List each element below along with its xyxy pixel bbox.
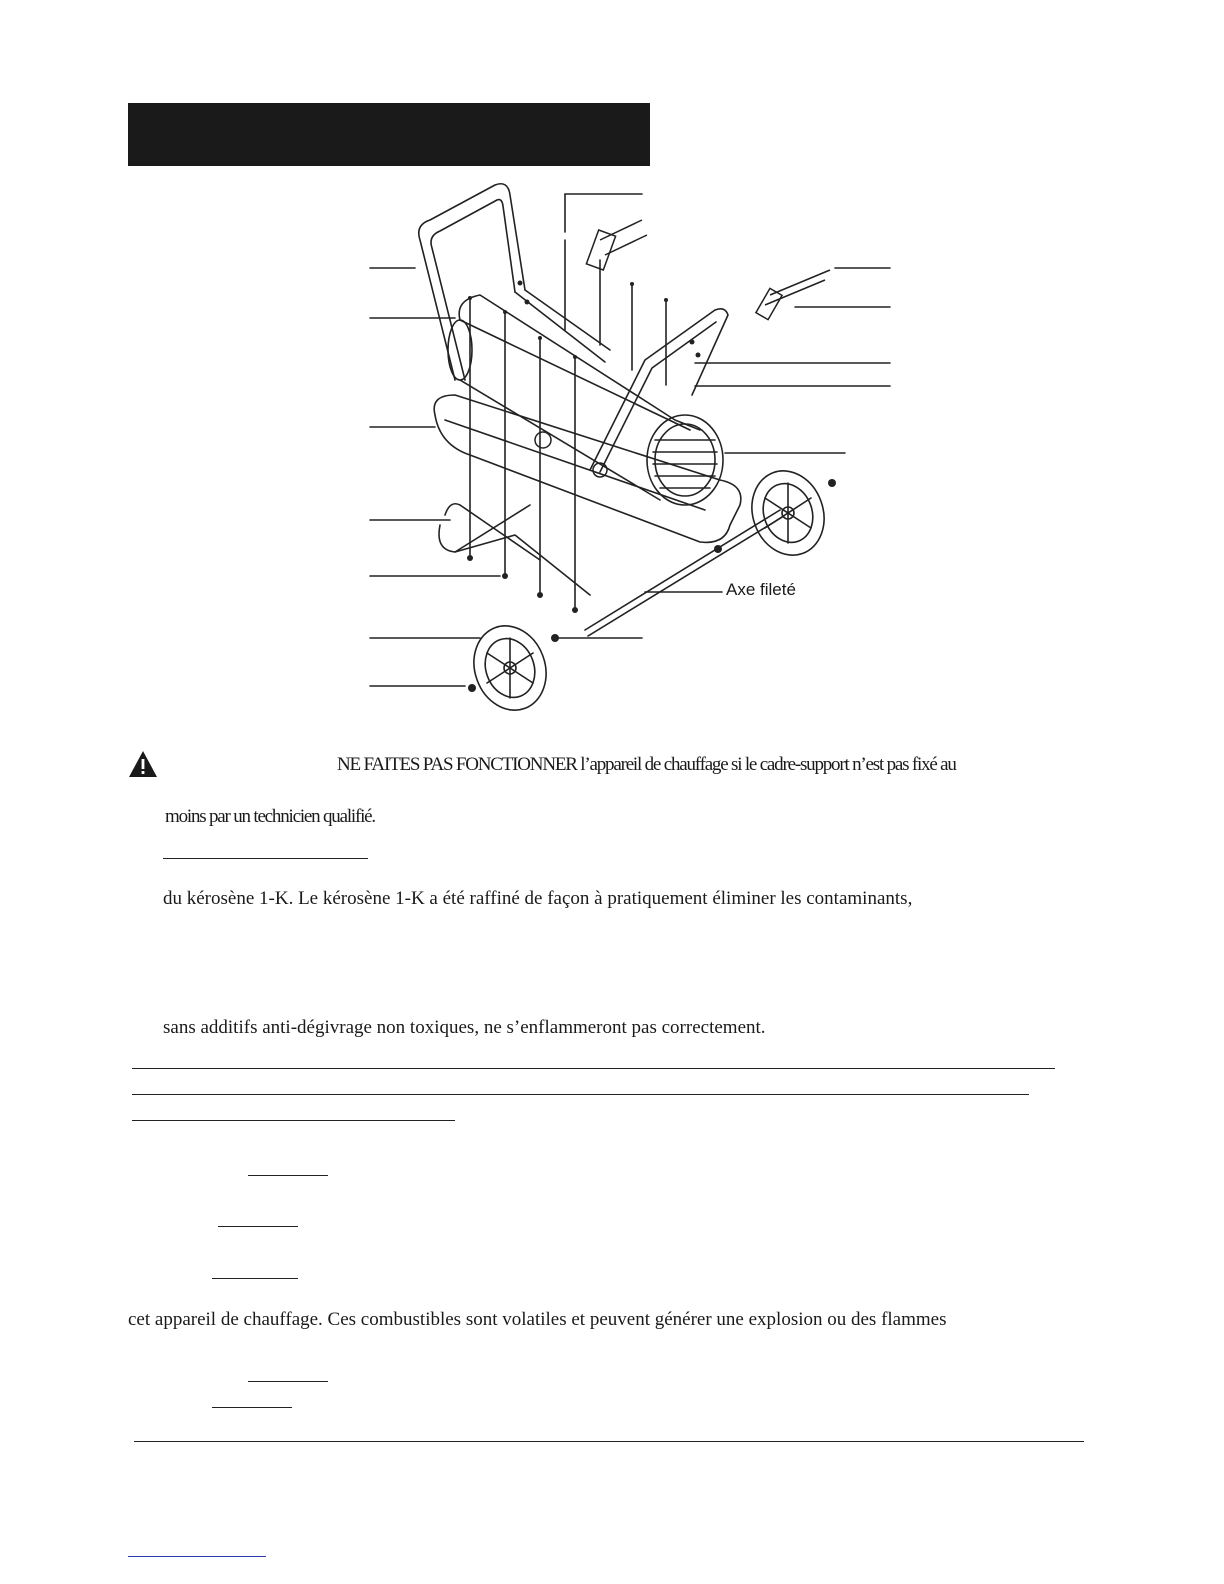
fuel-text-line-2: sans additifs anti-dégivrage non toxiques, ne s’enflammeront pas correctement. — [163, 1017, 766, 1038]
text-rule-2 — [132, 1094, 1029, 1095]
fuel-text-line-1: du kérosène 1-K. Le kérosène 1-K a été raffiné de façon à pratiquement éliminer les contaminants, — [163, 888, 913, 909]
section-underline — [163, 858, 368, 859]
warning-emphasis: NE FAITES PAS FONCTIONNER — [337, 754, 577, 775]
warning-triangle-icon — [128, 750, 158, 778]
short-underline-1 — [248, 1175, 328, 1176]
warning-text: l’appareil de chauffage si le cadre-support n’est pas fixé au — [580, 754, 956, 775]
short-underline-3 — [212, 1278, 298, 1279]
short-underline-4 — [248, 1381, 328, 1382]
footer-link-underline[interactable] — [128, 1556, 266, 1557]
text-rule-1 — [132, 1068, 1055, 1069]
text-rule-3 — [132, 1120, 455, 1121]
heater-assembly-diagram — [360, 180, 900, 720]
short-underline-2 — [218, 1226, 298, 1227]
warning-line-2: moins par un technicien qualifié. — [165, 806, 375, 827]
section-header-bar — [128, 103, 650, 166]
volatile-fuel-text: cet appareil de chauffage. Ces combustibles sont volatiles et peuvent générer une explosion ou des flammes — [128, 1309, 947, 1330]
warning-line-1 — [337, 754, 956, 776]
short-underline-5 — [212, 1407, 292, 1408]
threaded-axle-label: Axe fileté — [726, 580, 796, 599]
footer-rule — [134, 1441, 1084, 1442]
